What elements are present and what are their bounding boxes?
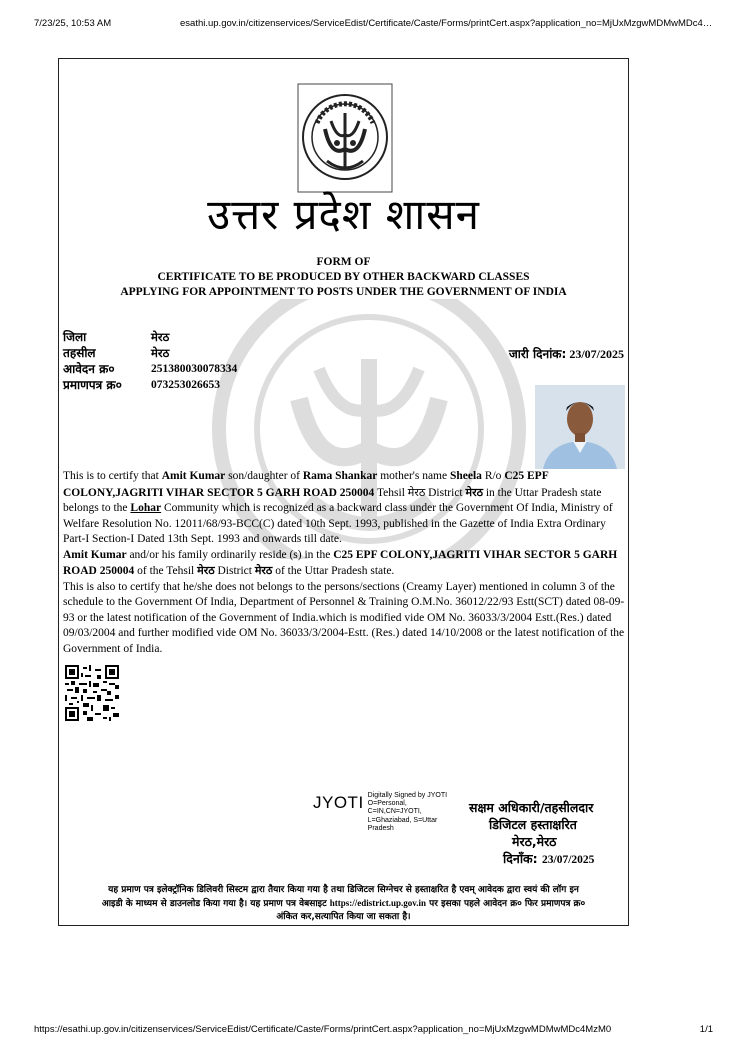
body-text-segment: and/or his family ordinarily reside (s) in the bbox=[126, 548, 334, 561]
digital-signature bbox=[313, 792, 450, 833]
body-paragraph-2 bbox=[63, 548, 626, 580]
body-district-2: मेरठ bbox=[254, 564, 273, 577]
applicant-name: Amit Kumar bbox=[161, 470, 226, 482]
government-title: उत्तर प्रदेश शासन bbox=[207, 190, 480, 239]
tehsil-label: तहसील bbox=[63, 346, 96, 360]
up-government-emblem bbox=[297, 83, 393, 193]
note-line-2a: आइडी के माध्यम से डाउनलोड किया गया है। यह प्रमाण पत्र वेबसाइट bbox=[101, 899, 330, 909]
signature-info: Digitally Signed by JYOTI O=Personal, C=IN,CN=JYOTI, L=Ghaziabad, S=Uttar Pradesh bbox=[367, 792, 448, 832]
mother-name: Sheela bbox=[449, 470, 482, 482]
application-number: 251380030078334 bbox=[151, 363, 238, 375]
officer-date-label: दिनाँक: bbox=[503, 851, 538, 866]
note-line-3: अंकित कर,सत्यापित किया जा सकता है। bbox=[276, 912, 411, 922]
signer-name: JYOTI bbox=[313, 793, 364, 812]
applicant-photo bbox=[535, 385, 625, 469]
application-number-label: आवेदन क्र० bbox=[63, 362, 115, 376]
body-text-segment: son/daughter of bbox=[225, 470, 303, 482]
heading-line-1: FORM OF bbox=[316, 256, 371, 268]
body-text-segment: District bbox=[425, 486, 466, 499]
body-paragraph-3: This is also to certify that he/she does not belongs to the persons/sections (Creamy Layer) mentioned in column 3 of the schedule to the Government Of India, Department of Personnel & Training O.M.No. 36012/22/93 Estt(SCT) dated 08-09-93 or the latest notification of the Government of India.which is modified vide OM No. 36033/3/2004 Estt.(Res.) dated 09/03/2004 and further modified vide OM No. 36033/3/2004-Estt. (Res.) dated 14/10/2008 or the latest notification of the Government of India. bbox=[63, 580, 625, 655]
district-label: जिला bbox=[63, 330, 87, 344]
verification-url: https://edistrict.up.gov.in bbox=[329, 898, 427, 908]
body-text-segment: Community which is recognized as a backward class under the Government Of India, Ministry of Welfare Resolution No. 12011/68/93-BCC(C) dated 10th Sept. 1993, published in the Gazette of India Extra Ordinary Part-I Section-I Dated 13th Sept. 1993 and onwards till date. bbox=[63, 502, 613, 545]
form-heading bbox=[59, 255, 628, 300]
applicant-name-2: Amit Kumar bbox=[63, 548, 127, 561]
body-text-segment: R/o bbox=[481, 470, 505, 482]
body-district: मेरठ bbox=[465, 485, 483, 499]
tehsil-value: मेरठ bbox=[151, 346, 170, 360]
body-text-segment: This is to certify that bbox=[63, 470, 162, 482]
body-text-segment: District bbox=[214, 565, 255, 577]
father-name: Rama Shankar bbox=[302, 470, 378, 482]
note-line-2b: पर इसका पहले आवेदन क्र० फिर प्रमाणपत्र क्र० bbox=[426, 899, 586, 909]
print-footer-url: https://esathi.up.gov.in/citizenservices/ServiceEdist/Certificate/Caste/Forms/printCert.aspx?application_no=MjUxMzgwMDMwMDc4MzM0 bbox=[34, 1024, 612, 1035]
officer-location: मेरठ,मेरठ bbox=[512, 834, 557, 849]
body-paragraph-1 bbox=[63, 469, 626, 548]
officer-date bbox=[469, 850, 594, 869]
officer-digitally-signed: डिजिटल हस्ताक्षरित bbox=[489, 817, 577, 832]
note-line-1: यह प्रमाण पत्र इलेक्ट्रॉनिक डिलिवरी सिस्टम द्वारा तैयार किया गया है तथा डिजिटल सिग्नेचर से हस्ताक्षरित है एवम् आवेदक द्वारा स्वयं की लॉग इन bbox=[108, 885, 579, 895]
officer-designation: सक्षम अधिकारी/तहसीलदार bbox=[469, 800, 594, 815]
print-url: esathi.up.gov.in/citizenservices/ServiceEdist/Certificate/Caste/Forms/printCert.aspx?application_no=MjUxMzgwMDMwMDc4… bbox=[180, 18, 713, 29]
certificate-number: 073253026653 bbox=[151, 379, 220, 391]
note-line-2 bbox=[59, 897, 628, 911]
print-timestamp: 7/23/25, 10:53 AM bbox=[34, 18, 112, 29]
certificate bbox=[58, 58, 629, 926]
body-tehsil: मेरठ bbox=[407, 485, 426, 499]
body-text-segment: of the Uttar Pradesh state. bbox=[272, 565, 395, 577]
issue-date-value: 23/07/2025 bbox=[569, 347, 624, 361]
print-header bbox=[34, 18, 713, 32]
body-tehsil-2: मेरठ bbox=[197, 564, 215, 577]
certificate-number-label: प्रमाणपत्र क्र० bbox=[63, 378, 122, 392]
body-text-segment: Tehsil bbox=[374, 486, 408, 499]
issuing-officer bbox=[469, 799, 594, 869]
certificate-details bbox=[63, 329, 237, 393]
body-text-segment: mother's name bbox=[377, 470, 450, 482]
qr-code bbox=[65, 665, 119, 721]
page-number: 1/1 bbox=[699, 1024, 713, 1035]
print-footer bbox=[34, 1024, 713, 1038]
heading-line-2: CERTIFICATE TO BE PRODUCED BY OTHER BACKWARD CLASSES bbox=[157, 271, 530, 283]
community-name: Lohar bbox=[130, 502, 162, 514]
issue-date bbox=[509, 345, 624, 362]
certificate-body bbox=[63, 469, 626, 657]
verification-note bbox=[59, 884, 628, 924]
applicant-address-2: C25 EPF COLONY,JAGRITI VIHAR SECTOR 5 GARH ROAD 250004 bbox=[63, 548, 618, 577]
body-text-segment: in the Uttar Pradesh state belongs to the bbox=[63, 486, 602, 514]
applicant-address: C25 EPF COLONY,JAGRITI VIHAR SECTOR 5 GARH ROAD 250004 bbox=[63, 470, 549, 499]
issue-date-label: जारी दिनांक: bbox=[508, 347, 567, 361]
officer-date-value: 23/07/2025 bbox=[542, 854, 595, 866]
body-text-segment: of the Tehsil bbox=[134, 565, 198, 577]
district-value: मेरठ bbox=[151, 330, 170, 344]
heading-line-3: APPLYING FOR APPOINTMENT TO POSTS UNDER THE GOVERNMENT OF INDIA bbox=[120, 286, 567, 298]
